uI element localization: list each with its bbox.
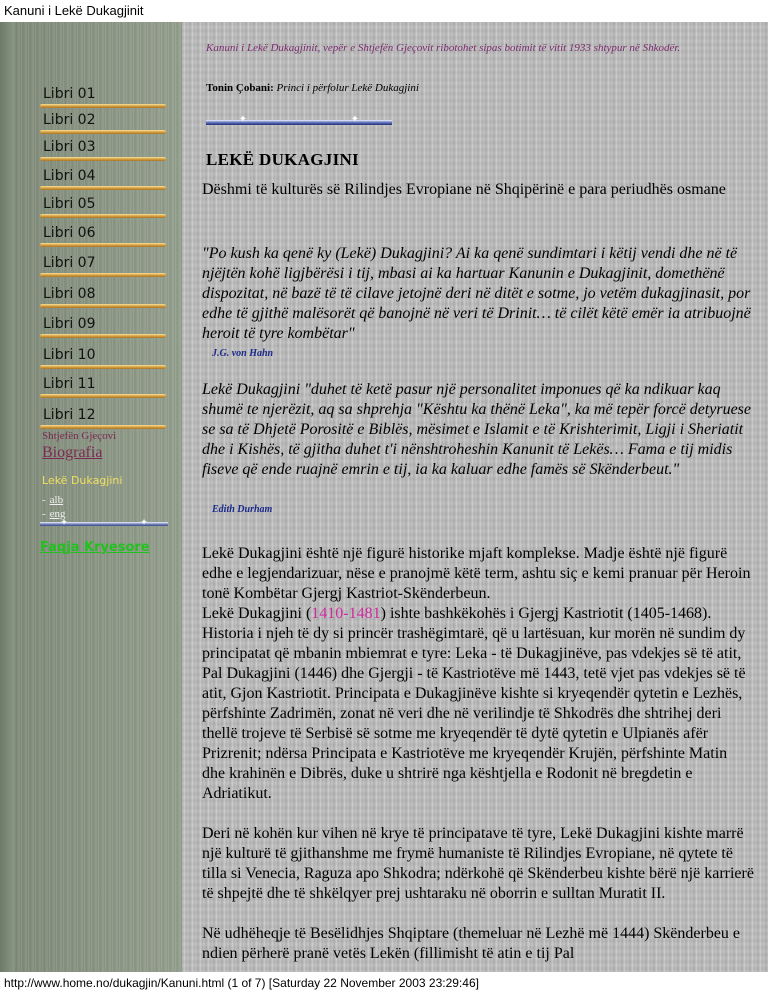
lang-alb-link[interactable]: alb bbox=[49, 494, 64, 506]
sidebar-item-libri-05[interactable] bbox=[40, 194, 166, 218]
sidebar-item-label[interactable]: Libri 07 bbox=[43, 255, 96, 271]
intro-note: Kanuni i Lekë Dukagjinit, vepër e Shtjefën Gjeçovit ribotohet sipas botimit të vitit 1933 shtypur në Shkodër. bbox=[206, 42, 681, 54]
sidebar-divider bbox=[40, 517, 168, 527]
body2-post: ) ishte bashkëkohës i Gjergj Kastriotit (1405-1468). Historia i njeh të dy si princër trashëgimtarë, që u lartësuan, kur morën në sundim dy principatat që mbanin mbiemrat e tyre: Leka - të Dukagjinëve, pas vdekjes së të atit, Pal Dukagjini (1446) dhe Gjergji - të Kastriotëve më 1443, tetë vjet pas vdekjes së të atit, Gjon Kastriotit. Principata e Dukagjinëve kishte si kryeqendër qytetin e Lezhës, përfshinte Zadrimën, zonat në veri dhe në verilindje të Shkodrës dhe shtrihej deri thellë trojeve të Serbisë së sotme me kryeqendër të dytë qytetin e Ulpianës afër Prizrenit; ndërsa Principata e Kastriotëve me kryeqendër Krujën, përfshinte Matin dhe krahinën e Dibrës, duke u shtrirë nga kështjella e Rodonit në bregdetin e Adriatikut. bbox=[202, 605, 746, 802]
quote-hahn-author: J.G. von Hahn bbox=[212, 348, 274, 359]
sidebar-item-label[interactable]: Libri 10 bbox=[43, 347, 96, 363]
sidebar-item-label[interactable]: Libri 12 bbox=[43, 407, 96, 423]
gold-bar bbox=[40, 104, 166, 108]
sidebar-item-libri-07[interactable] bbox=[40, 253, 166, 277]
gold-bar bbox=[40, 425, 166, 429]
sidebar-item-label[interactable]: Libri 06 bbox=[43, 225, 96, 241]
sidebar bbox=[0, 22, 182, 972]
sidebar-item-label[interactable]: Libri 11 bbox=[43, 376, 96, 392]
sidebar-item-libri-01[interactable] bbox=[40, 84, 166, 108]
star-icon: ✦ bbox=[60, 517, 68, 527]
quote-durham-author: Edith Durham bbox=[212, 504, 273, 515]
dash: - bbox=[42, 494, 46, 506]
gold-bar bbox=[40, 365, 166, 369]
gold-bar bbox=[40, 304, 166, 308]
sidebar-edge bbox=[0, 22, 14, 972]
lang-eng-link[interactable]: eng bbox=[49, 508, 66, 520]
author-name: Tonin Çobani: bbox=[206, 82, 274, 94]
home-page-link[interactable]: Faqja Kryesore bbox=[40, 540, 150, 555]
quote-durham: Lekë Dukagjini "duhet të ketë pasur një personalitet imponues që ka ndikuar kaq shumë te njerëzit, aq sa shprehja "Kështu ka thënë Leka", ka më tepër forcë detyruese se sa të Dhjetë Porositë e Biblës, mësimet e Islamit e të Krishterimit, Ligji i Sheriatit dhe i Kishës, të gjitha duhet t'i nënshtroheshin Kanunit të Lekës… Fama e tij midis fiseve që ende ruajnë emrin e tij, ia ka kaluar edhe famës së Skënderbeut." bbox=[202, 381, 752, 478]
star-icon: ✦ bbox=[238, 114, 248, 125]
gold-bar bbox=[40, 334, 166, 338]
sidebar-item-libri-02[interactable] bbox=[40, 110, 166, 134]
subtitle: Dëshmi të kulturës së Rilindjes Evropiane në Shqipërinë e para periudhës osmane bbox=[202, 181, 726, 198]
sidebar-item-libri-03[interactable] bbox=[40, 137, 166, 161]
gold-bar bbox=[40, 186, 166, 190]
main-divider bbox=[206, 114, 392, 125]
body-paragraph-2 bbox=[202, 604, 754, 804]
gold-bar bbox=[40, 243, 166, 247]
sidebar-item-label[interactable]: Libri 09 bbox=[43, 316, 96, 332]
gold-bar bbox=[40, 273, 166, 277]
gold-bar bbox=[40, 130, 166, 134]
quote-hahn: "Po kush ka qenë ky (Lekë) Dukagjini? Ai ka qenë sundimtari i këtij vendi dhe në të njëjtën kohë ligjbërësi i tij, mbasi ai ka hartuar Kanunin e Dukagjinit, domethënë dispozitat, në bazë të të cilave jetojnë deri në ditët e sotme, jo vetëm dukagjinasit, por edhe të gjithë malësorët që banojnë në veri të Drinit… të cilët këtë emër ia atribuojnë heroit të tyre kombëtar" bbox=[202, 245, 751, 342]
gold-bar bbox=[40, 214, 166, 218]
sidebar-item-libri-11[interactable] bbox=[40, 374, 166, 398]
star-icon: ✦ bbox=[140, 517, 148, 527]
sidebar-item-label[interactable]: Libri 08 bbox=[43, 286, 96, 302]
page-title: LEKË DUKAGJINI bbox=[206, 150, 359, 169]
sidebar-item-libri-04[interactable] bbox=[40, 166, 166, 190]
body-paragraph-3: Deri në kohën kur vihen në krye të principatave të tyre, Lekë Dukagjini kishte marrë një kulturë të gjithanshme me frymë humaniste të Rilindjes Evropiane, në qytete të tilla si Venecia, Raguza apo Shkodra; ndërkohë që Skënderbeu kishte bërë një karrierë të shpejtë dhe të shkëlqyer prej ushtaraku në oborrin e sulltan Muratit II. bbox=[202, 825, 754, 902]
author-title: Princi i përfolur Lekë Dukagjini bbox=[276, 82, 419, 94]
leke-dukagjini-heading: Lekë Dukagjini bbox=[42, 474, 123, 487]
gold-bar bbox=[40, 394, 166, 398]
bio-caption: Shtjefën Gjeçovi bbox=[42, 430, 117, 442]
dash: - bbox=[42, 508, 46, 520]
body2-pre: Lekë Dukagjini ( bbox=[202, 605, 312, 622]
page bbox=[0, 22, 768, 972]
author-line bbox=[206, 82, 726, 94]
body-paragraph-4: Në udhëheqje të Besëlidhjes Shqiptare (themeluar në Lezhë më 1444) Skënderbeu e ndien përherë pranë vetës Lekën (fillimisht të atin e tij Pal bbox=[202, 925, 741, 962]
gold-bar bbox=[40, 157, 166, 161]
sidebar-item-label[interactable]: Libri 03 bbox=[43, 139, 96, 155]
sidebar-item-libri-06[interactable] bbox=[40, 223, 166, 247]
print-header: Kanuni i Lekë Dukagjinit bbox=[4, 3, 144, 18]
sidebar-item-libri-10[interactable] bbox=[40, 345, 166, 369]
sidebar-item-libri-08[interactable] bbox=[40, 284, 166, 308]
sidebar-item-label[interactable]: Libri 04 bbox=[43, 168, 96, 184]
print-footer: http://www.home.no/dukagjin/Kanuni.html (1 of 7) [Saturday 22 November 2003 23:29:46] bbox=[4, 976, 479, 990]
date-highlight: 1410-1481 bbox=[311, 605, 381, 622]
sidebar-item-label[interactable]: Libri 02 bbox=[43, 112, 96, 128]
sidebar-item-libri-09[interactable] bbox=[40, 314, 166, 338]
sidebar-item-label[interactable]: Libri 05 bbox=[43, 196, 96, 212]
biografia-link[interactable]: Biografia bbox=[42, 444, 103, 461]
star-icon: ✦ bbox=[350, 114, 360, 125]
sidebar-item-libri-12[interactable] bbox=[40, 405, 166, 429]
sidebar-item-label[interactable]: Libri 01 bbox=[43, 86, 96, 102]
body-paragraph-1: Lekë Dukagjini është një figurë historike mjaft komplekse. Madje është një figurë edhe e legjendarizuar, nëse e pranojmë këtë term, ashtu siç e kemi pranuar për Heroin tonë Kombëtar Gjergj Kastriot-Skënderbeun. bbox=[202, 545, 751, 602]
